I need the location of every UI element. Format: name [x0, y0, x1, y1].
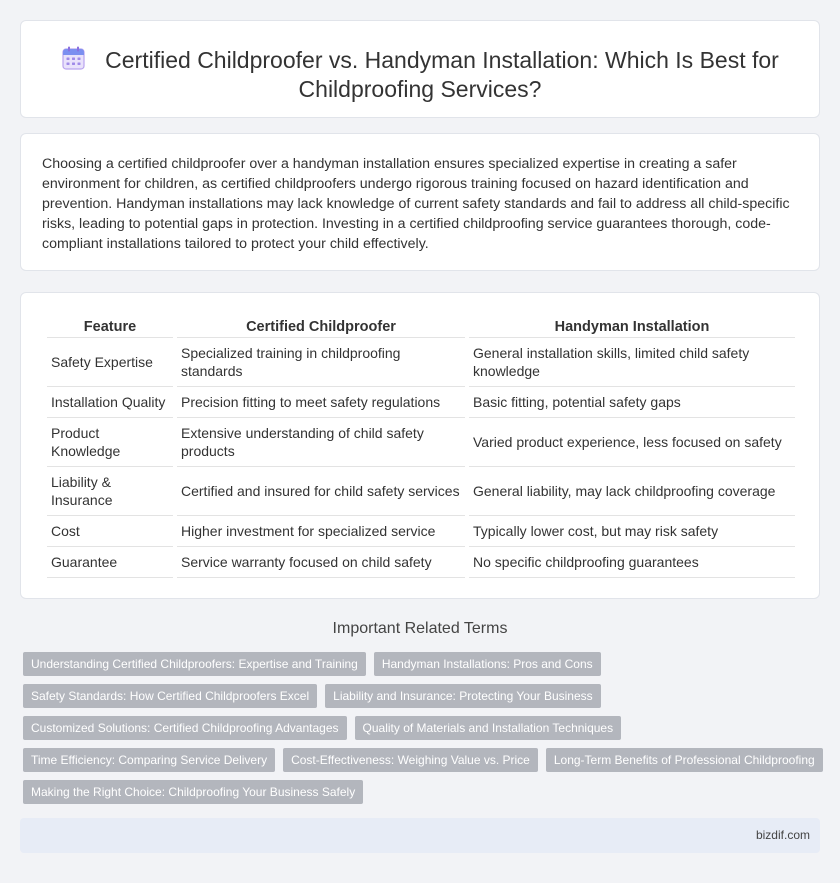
table-cell: Liability & Insurance: [47, 467, 173, 516]
tag-row: [23, 716, 823, 740]
table-row: [47, 387, 795, 418]
column-header-handyman: Handyman Installation: [469, 316, 795, 338]
table-cell: Cost: [47, 516, 173, 547]
table-row: [47, 516, 795, 547]
tag-row: [23, 780, 823, 804]
table-cell: Product Knowledge: [47, 418, 173, 467]
table-row: [47, 338, 795, 387]
table-cell: General installation skills, limited child safety knowledge: [469, 338, 795, 387]
intro-card: [20, 133, 820, 271]
table-cell: Guarantee: [47, 547, 173, 578]
related-term-tag[interactable]: Cost-Effectiveness: Weighing Value vs. Price: [283, 748, 538, 772]
related-term-tag[interactable]: Understanding Certified Childproofers: Expertise and Training: [23, 652, 366, 676]
table-cell: No specific childproofing guarantees: [469, 547, 795, 578]
calendar-icon: [61, 45, 87, 71]
related-term-tag[interactable]: Time Efficiency: Comparing Service Delivery: [23, 748, 275, 772]
table-cell: Varied product experience, less focused on safety: [469, 418, 795, 467]
table-cell: Precision fitting to meet safety regulations: [177, 387, 465, 418]
table-cell: Higher investment for specialized service: [177, 516, 465, 547]
table-cell: Typically lower cost, but may risk safety: [469, 516, 795, 547]
related-term-tag[interactable]: Handyman Installations: Pros and Cons: [374, 652, 601, 676]
comparison-card: [20, 292, 820, 599]
page-title-text: Certified Childproofer vs. Handyman Installation: Which Is Best for Childproofing Services?: [105, 47, 779, 102]
page-title: [41, 45, 799, 104]
table-header-row: [47, 316, 795, 338]
tag-row: [23, 652, 823, 676]
column-header-certified: Certified Childproofer: [177, 316, 465, 338]
related-terms-heading: Important Related Terms: [332, 620, 508, 637]
footer: [20, 818, 820, 853]
table-cell: Installation Quality: [47, 387, 173, 418]
related-terms-tags: [23, 652, 823, 812]
related-term-tag[interactable]: Making the Right Choice: Childproofing Your Business Safely: [23, 780, 363, 804]
table-row: [47, 467, 795, 516]
table-cell: General liability, may lack childproofing coverage: [469, 467, 795, 516]
related-term-tag[interactable]: Customized Solutions: Certified Childproofing Advantages: [23, 716, 347, 740]
comparison-table: [43, 316, 799, 578]
table-cell: Specialized training in childproofing standards: [177, 338, 465, 387]
title-wrap: [41, 45, 799, 104]
table-cell: Safety Expertise: [47, 338, 173, 387]
table-cell: Certified and insured for child safety services: [177, 467, 465, 516]
table-row: [47, 418, 795, 467]
tag-row: [23, 748, 823, 772]
related-term-tag[interactable]: Safety Standards: How Certified Childproofers Excel: [23, 684, 317, 708]
related-term-tag[interactable]: Long-Term Benefits of Professional Childproofing: [546, 748, 823, 772]
column-header-feature: Feature: [47, 316, 173, 338]
intro-paragraph: Choosing a certified childproofer over a handyman installation ensures specialized expertise in creating a safer environment for children, as certified childproofers undergo rigorous training focused on hazard identification and prevention. Handyman installations may lack knowledge of current safety standards and fail to address all child-specific risks, leading to potential gaps in protection. Investing in a certified childproofing service guarantees thorough, code-compliant installations tailored to protect your child effectively.: [42, 156, 790, 252]
tag-row: [23, 684, 823, 708]
header-card: [20, 20, 820, 118]
table-cell: Basic fitting, potential safety gaps: [469, 387, 795, 418]
related-term-tag[interactable]: Quality of Materials and Installation Techniques: [355, 716, 622, 740]
table-row: [47, 547, 795, 578]
related-term-tag[interactable]: Liability and Insurance: Protecting Your Business: [325, 684, 601, 708]
footer-site-link[interactable]: bizdif.com: [755, 828, 810, 842]
table-cell: Service warranty focused on child safety: [177, 547, 465, 578]
table-cell: Extensive understanding of child safety products: [177, 418, 465, 467]
